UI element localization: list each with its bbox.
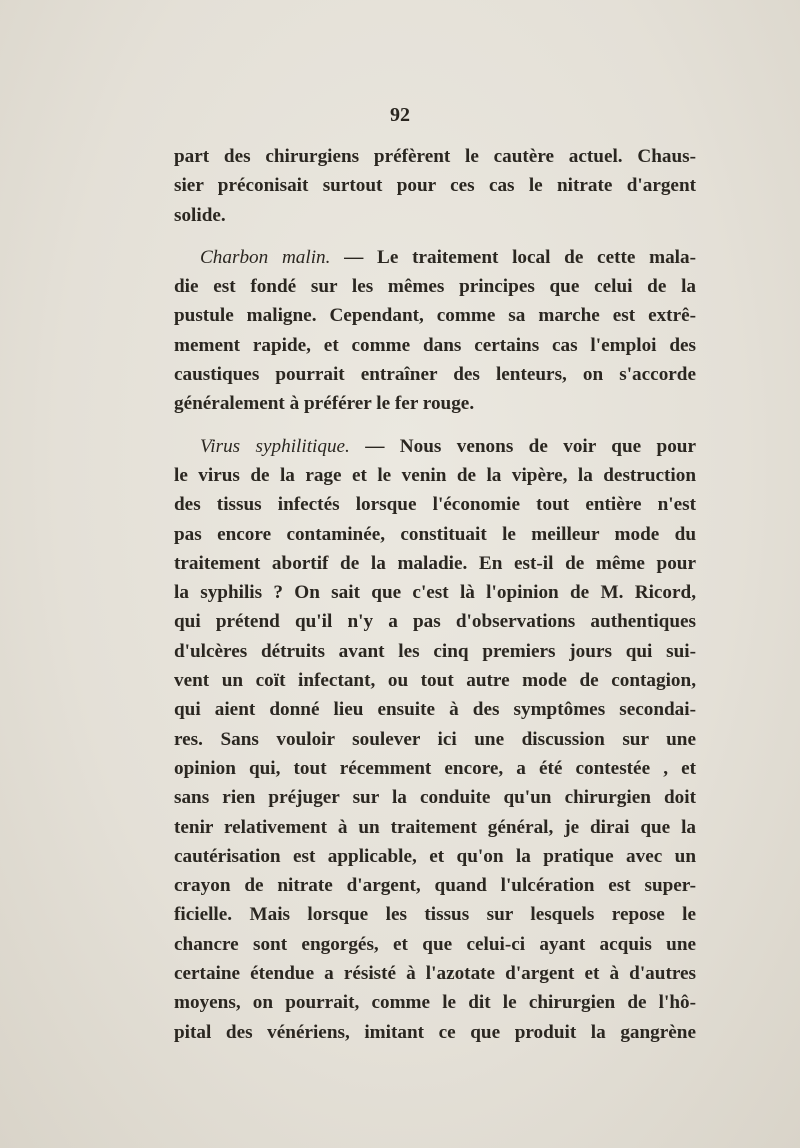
- text-line: crayon de nitrate d'argent, quand l'ulcération est super-: [174, 875, 696, 897]
- page-number: 92: [390, 104, 410, 126]
- text-line: Charbon malin. — Le traitement local de cette mala-: [200, 246, 696, 268]
- text-line: pas encore contaminée, constituait le meilleur mode du: [174, 523, 696, 545]
- text-line: opinion qui, tout récemment encore, a été contestée , et: [174, 757, 696, 779]
- paragraph: [174, 142, 696, 230]
- text-line: généralement à préférer le fer rouge.: [174, 393, 475, 415]
- text-line: chancre sont engorgés, et que celui-ci ayant acquis une: [174, 933, 696, 955]
- text-line: pustule maligne. Cependant, comme sa marche est extrê-: [174, 305, 696, 327]
- text-line: le virus de la rage et le venin de la vipère, la destruction: [174, 464, 696, 486]
- paragraph: [174, 243, 696, 419]
- text-line: tenir relativement à un traitement général, je dirai que la: [174, 816, 696, 838]
- section-heading: Charbon malin.: [200, 246, 331, 268]
- text-line: pital des vénériens, imitant ce que produit la gangrène: [174, 1021, 696, 1043]
- text-line: la syphilis ? On sait que c'est là l'opinion de M. Ricord,: [174, 582, 696, 604]
- text-line: moyens, on pourrait, comme le dit le chirurgien de l'hô-: [174, 992, 696, 1014]
- text-line: die est fondé sur les mêmes principes que celui de la: [174, 276, 696, 298]
- text-line: sier préconisait surtout pour ces cas le nitrate d'argent: [174, 175, 696, 197]
- text-line: certaine étendue a résisté à l'azotate d'argent et à d'autres: [174, 963, 696, 985]
- text-line: qui prétend qu'il n'y a pas d'observations authentiques: [174, 611, 696, 633]
- text-line: cautérisation est applicable, et qu'on la pratique avec un: [174, 845, 696, 867]
- text-line: mement rapide, et comme dans certains cas l'emploi des: [174, 334, 696, 356]
- text-line: d'ulcères détruits avant les cinq premiers jours qui sui-: [174, 640, 696, 662]
- text-line: qui aient donné lieu ensuite à des symptômes secondai-: [174, 699, 696, 721]
- text-line: des tissus infectés lorsque l'économie tout entière n'est: [174, 494, 696, 516]
- text-line: sans rien préjuger sur la conduite qu'un chirurgien doit: [174, 787, 696, 809]
- section-heading: Virus syphilitique.: [200, 435, 350, 457]
- paragraph: [174, 432, 696, 1047]
- text-line: part des chirurgiens préfèrent le cautère actuel. Chaus-: [174, 146, 696, 167]
- text-line: ficielle. Mais lorsque les tissus sur lesquels repose le: [174, 904, 696, 926]
- body-text: [174, 142, 696, 1047]
- text-line: Virus syphilitique. — Nous venons de voir que pour: [200, 435, 696, 457]
- text-line: res. Sans vouloir soulever ici une discussion sur une: [174, 728, 696, 750]
- text-line: vent un coït infectant, ou tout autre mode de contagion,: [174, 670, 696, 692]
- text-line: caustiques pourrait entraîner des lenteurs, on s'accorde: [174, 364, 696, 386]
- text-line: traitement abortif de la maladie. En est-il de même pour: [174, 552, 696, 574]
- text-line: solide.: [174, 204, 226, 226]
